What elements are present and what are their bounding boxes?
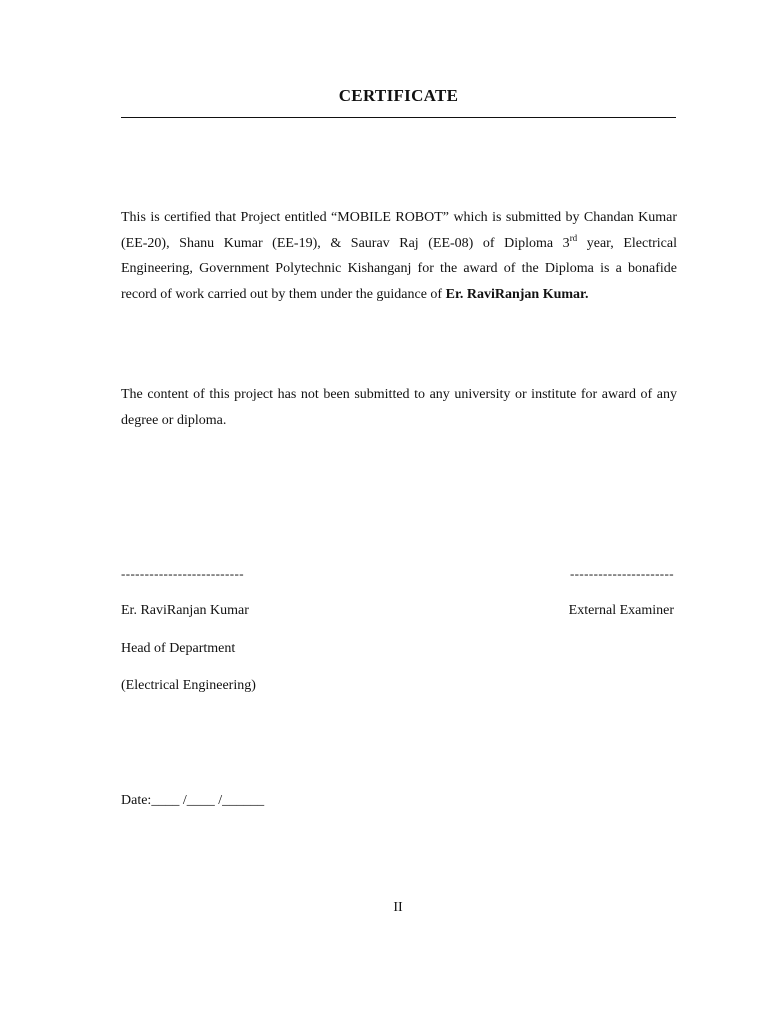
page-title: CERTIFICATE	[338, 86, 459, 105]
examiner-signature-line: ----------------------	[569, 566, 674, 581]
declaration-paragraph: The content of this project has not been submitted to any university or institute for award of any degree or diploma.	[121, 387, 677, 428]
ordinal-superscript: rd	[569, 232, 578, 243]
certification-text: This is certified that Project entitled “MOBILE ROBOT” which is submitted by Chandan Kumar (EE-20), Shanu Kumar (EE-19), & Saurav Raj (EE-08) of Diploma 3	[121, 210, 677, 251]
date-field: Date:____ /____ /______	[121, 793, 265, 808]
certification-text-continued: year, Electrical Engineering, Government Polytechnic Kishanganj for the award of the Diploma is a bonafide record of work carried out by them under the guidance of	[121, 235, 677, 302]
certification-paragraph	[121, 205, 677, 307]
hod-signature-line: --------------------------	[121, 566, 244, 581]
title-underline	[121, 117, 676, 118]
page-number: II	[393, 900, 403, 915]
hod-department: (Electrical Engineering)	[121, 678, 256, 693]
guide-name: Er. RaviRanjan Kumar.	[445, 286, 589, 302]
hod-role: Head of Department	[121, 641, 236, 656]
external-examiner-label: External Examiner	[568, 603, 674, 618]
hod-name: Er. RaviRanjan Kumar	[121, 603, 249, 618]
